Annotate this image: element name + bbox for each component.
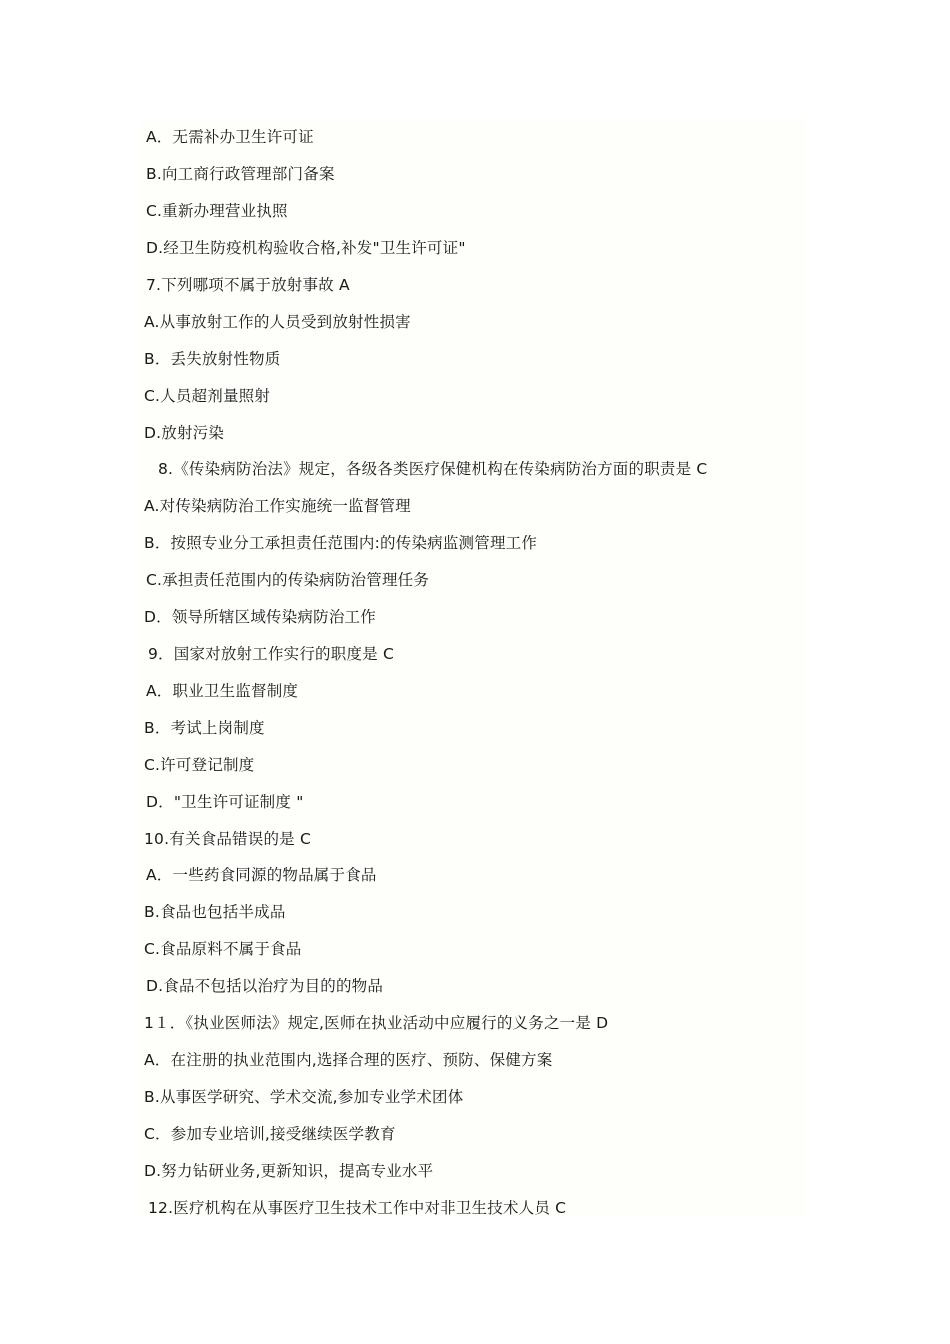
q7-option-a: A.从事放射工作的人员受到放射性损害 [144, 313, 411, 331]
question-10: 10.有关食品错误的是 C [144, 830, 312, 848]
q7-option-b: B．丢失放射性物质 [144, 350, 281, 368]
q6-option-c: C.重新办理营业执照 [146, 202, 288, 220]
q7-option-c: C.人员超剂量照射 [144, 387, 271, 405]
q10-option-d: D.食品不包括以治疗为目的的物品 [146, 977, 384, 995]
question-12: 12.医疗机构在从事医疗卫生技术工作中对非卫生技术人员 C [148, 1199, 567, 1217]
q11-option-d: D.努力钻研业务,更新知识，提高专业水平 [144, 1162, 434, 1180]
q7-option-d: D.放射污染 [144, 424, 225, 442]
q10-option-b: B.食品也包括半成品 [144, 903, 286, 921]
question-9: 9．国家对放射工作实行的职度是 C [148, 645, 395, 663]
q8-option-c: C.承担责任范围内的传染病防治管理任务 [146, 571, 430, 589]
q6-option-d: D.经卫生防疫机构验收合格,补发"卫生许可证" [146, 239, 466, 257]
q11-option-a: A．在注册的执业范围内,选择合理的医疗、预防、保健方案 [144, 1051, 553, 1069]
q9-option-d: D．"卫生许可证制度 " [146, 793, 304, 811]
q6-option-b: B.向工商行政管理部门备案 [146, 165, 335, 183]
q8-option-a: A.对传染病防治工作实施统一监督管理 [144, 497, 411, 515]
question-7: 7.下列哪项不属于放射事故 A [146, 276, 350, 294]
q6-option-a: A．无需补办卫生许可证 [146, 128, 314, 146]
q8-option-d: D．领导所辖区域传染病防治工作 [144, 608, 376, 626]
q9-option-b: B．考试上岗制度 [144, 719, 265, 737]
q8-option-b: B．按照专业分工承担责任范围内:的传染病监测管理工作 [144, 534, 538, 552]
q9-option-a: A．职业卫生监督制度 [146, 682, 299, 700]
q11-option-c: C．参加专业培训,接受继续医学教育 [144, 1125, 396, 1143]
q10-option-a: A．一些药食同源的物品属于食品 [146, 866, 377, 884]
q9-option-c: C.许可登记制度 [144, 756, 255, 774]
question-11: 1１．《执业医师法》规定,医师在执业活动中应履行的义务之一是 D [144, 1014, 609, 1032]
q10-option-c: C.食品原料不属于食品 [144, 940, 302, 958]
q11-option-b: B.从事医学研究、学术交流,参加专业学术团体 [144, 1088, 464, 1106]
question-8: 8.《传染病防治法》规定，各级各类医疗保健机构在传染病防治方面的职责是 C [158, 460, 708, 478]
